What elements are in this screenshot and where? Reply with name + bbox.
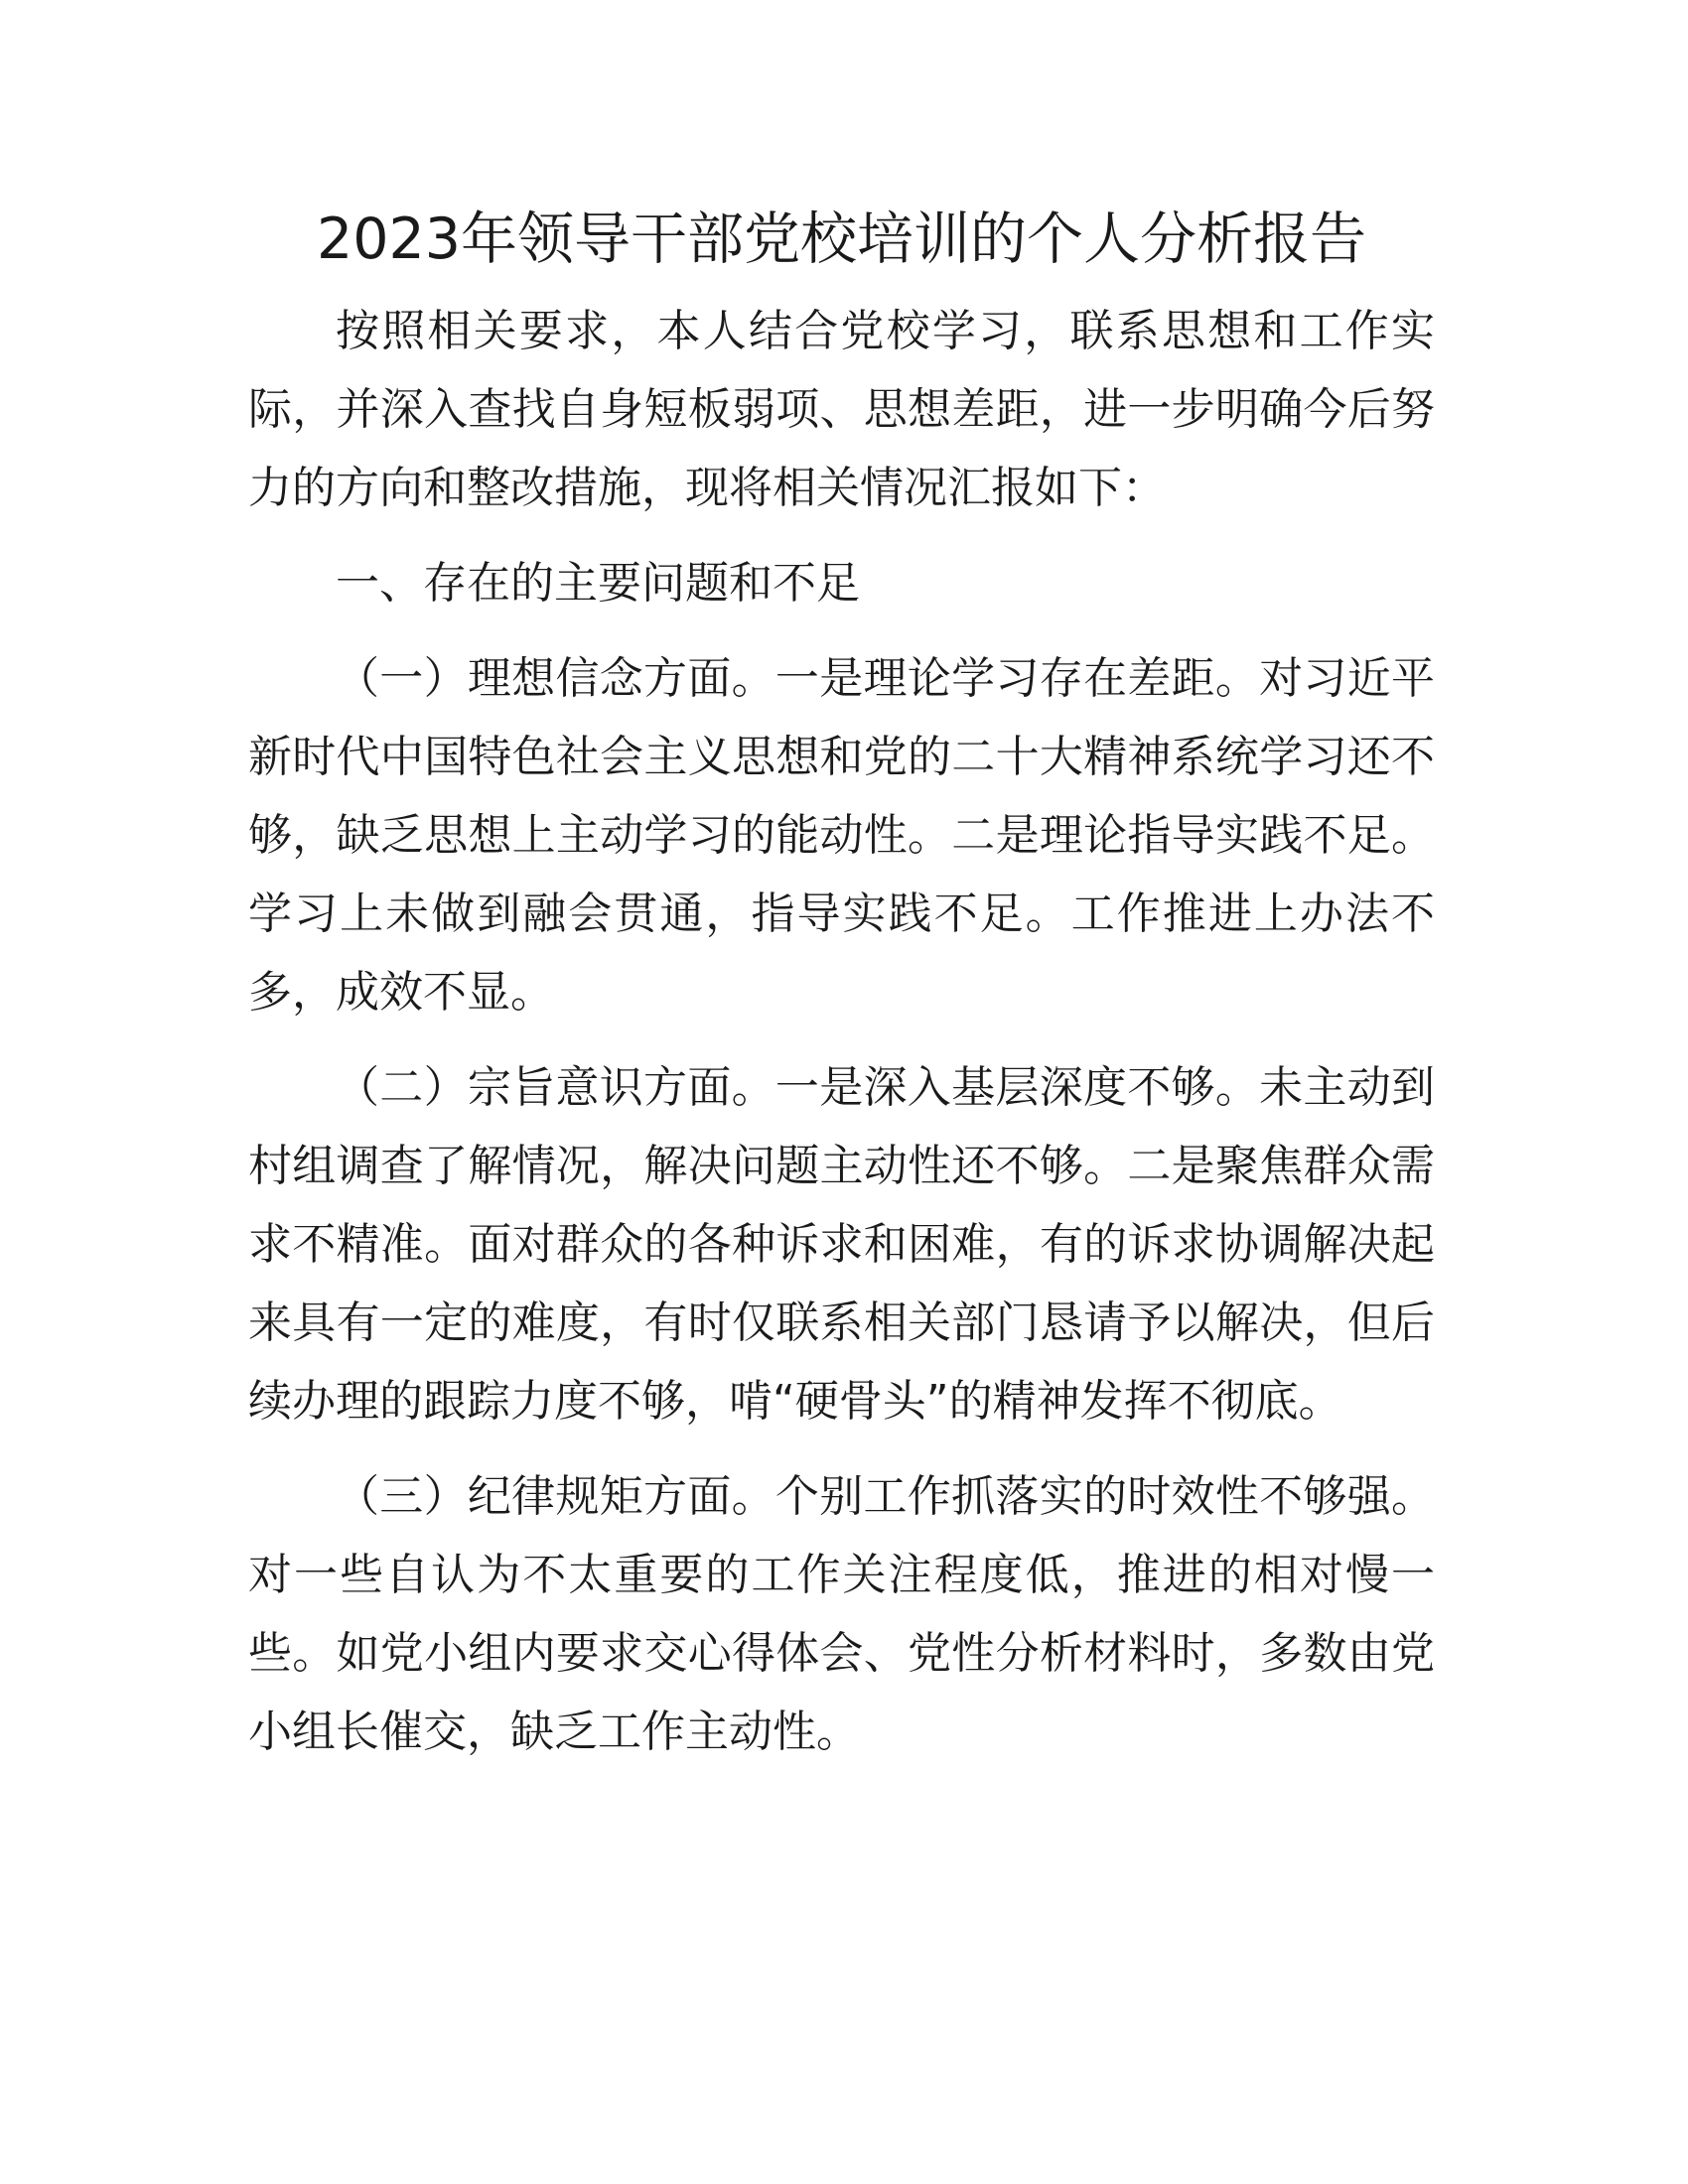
paragraph-purpose: （二）宗旨意识方面。一是深入基层深度不够。未主动到村组调查了解情况，解决问题主动性还不够。二是聚焦群众需求不精准。面对群众的各种诉求和困难，有的诉求协调解决起来具有一定的难度，有时仅联系相关部门恳请予以解决，但后续办理的跟踪力度不够，啃“硬骨头”的精神发挥不彻底。 [248, 1062, 1435, 1427]
document-title: 2023年领导干部党校培训的个人分析报告 [316, 206, 1367, 272]
section-heading: 一、存在的主要问题和不足 [336, 558, 860, 609]
intro-paragraph: 按照相关要求，本人结合党校学习，联系思想和工作实际，并深入查找自身短板弱项、思想差距，进一步明确今后努力的方向和整改措施，现将相关情况汇报如下： [248, 306, 1435, 513]
paragraph-discipline: （三）纪律规矩方面。个别工作抓落实的时效性不够强。对一些自认为不太重要的工作关注程度低，推进的相对慢一些。如党小组内要求交心得体会、党性分析材料时，多数由党小组长催交，缺乏工作主动性。 [248, 1471, 1435, 1757]
document-body [248, 195, 1435, 1771]
paragraph-ideals: （一）理想信念方面。一是理论学习存在差距。对习近平新时代中国特色社会主义思想和党的二十大精神系统学习还不够，缺乏思想上主动学习的能动性。二是理论指导实践不足。学习上未做到融会贯通，指导实践不足。工作推进上办法不多，成效不显。 [248, 653, 1435, 1018]
